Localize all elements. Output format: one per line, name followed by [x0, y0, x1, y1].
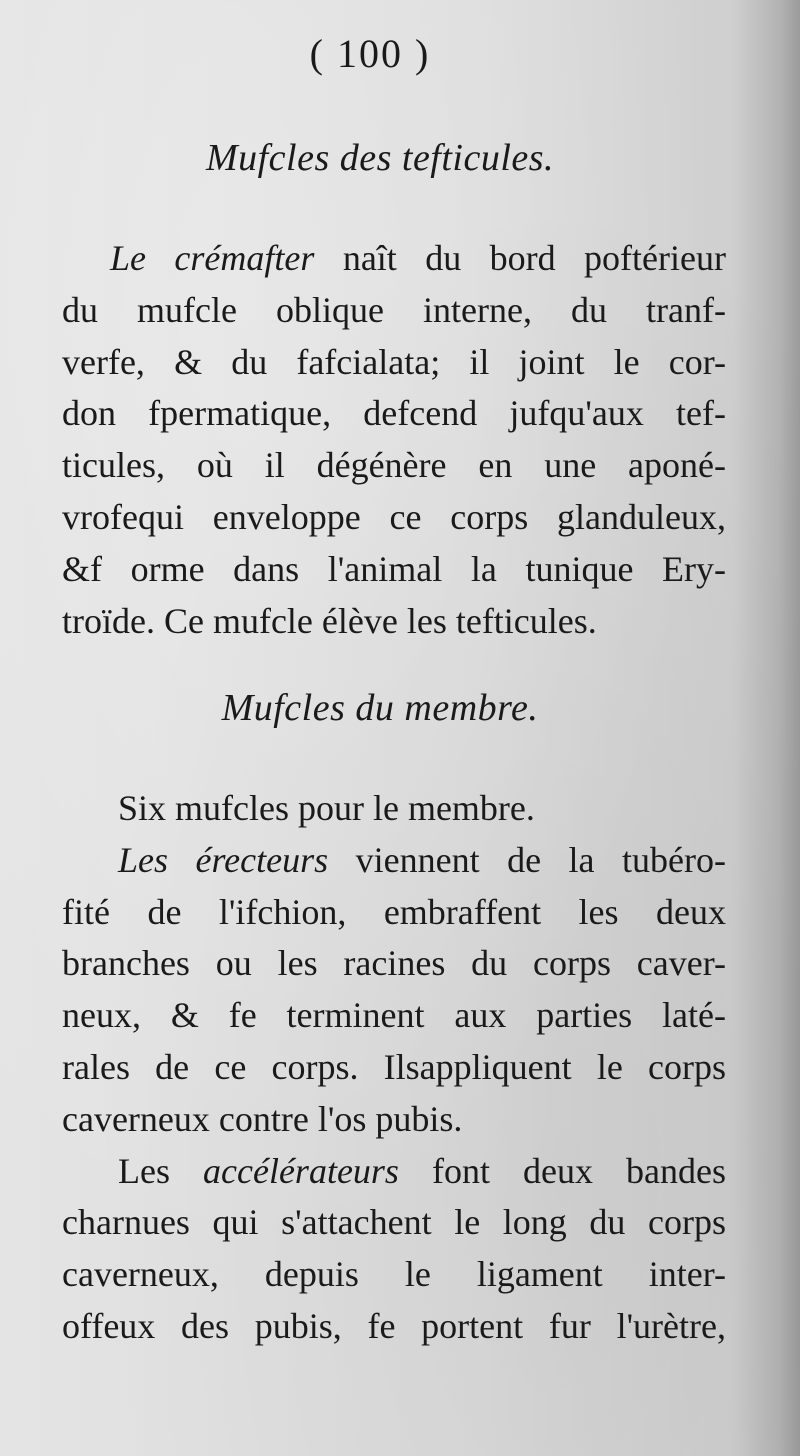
- text-line: caverneux contre l'os pubis.: [62, 1098, 463, 1139]
- muscle-term: accélérateurs: [203, 1150, 399, 1191]
- text-line: charnues qui s'attachent le long du corps: [62, 1202, 726, 1243]
- text-line: [62, 1146, 726, 1198]
- text-line: [62, 233, 726, 285]
- text-line: [62, 835, 726, 887]
- paragraph-member-muscles: [62, 783, 726, 1353]
- text-line: troïde. Ce mufcle élève les tefticules.: [62, 600, 597, 641]
- text-line: don fpermatique, defcend jufqu'aux tef-: [62, 393, 726, 434]
- text-line: verfe, & du fafcialata; il joint le cor-: [62, 341, 726, 382]
- text-line: &f orme dans l'animal la tunique Ery-: [62, 548, 726, 589]
- text-line: neux, & fe terminent aux parties laté-: [62, 995, 726, 1036]
- text-line: caverneux, depuis le ligament inter-: [62, 1254, 726, 1295]
- text-line: fité de l'ifchion, embraffent les deux: [62, 891, 726, 932]
- text-line: offeux des pubis, fe portent fur l'urètre,: [62, 1305, 726, 1346]
- text-line: ticules, où il dégénère en une aponé-: [62, 445, 726, 486]
- muscle-term: Les érecteurs: [118, 839, 329, 880]
- line-text: font deux bandes: [398, 1150, 726, 1191]
- text-line: Six mufcles pour le membre.: [118, 788, 535, 828]
- text-line: vrofequi enveloppe ce corps glanduleux,: [62, 496, 726, 537]
- paragraph-cremaster: [62, 233, 726, 647]
- line-text: naît du bord poftérieur: [314, 238, 726, 278]
- text-line: du mufcle oblique interne, du tranf-: [62, 289, 726, 330]
- page-number: ( 100 ): [309, 31, 431, 76]
- muscle-term: Le crémafter: [110, 238, 315, 278]
- section-heading-member: Mufcles du membre.: [221, 687, 539, 729]
- section-heading-testicles: Mufcles des tefticules.: [205, 137, 555, 179]
- line-text: Les: [118, 1150, 204, 1191]
- line-text: viennent de la tubéro-: [328, 839, 726, 880]
- text-line: rales de ce corps. Ilsappliquent le corps: [62, 1046, 726, 1087]
- text-line: branches ou les racines du corps caver-: [62, 943, 726, 984]
